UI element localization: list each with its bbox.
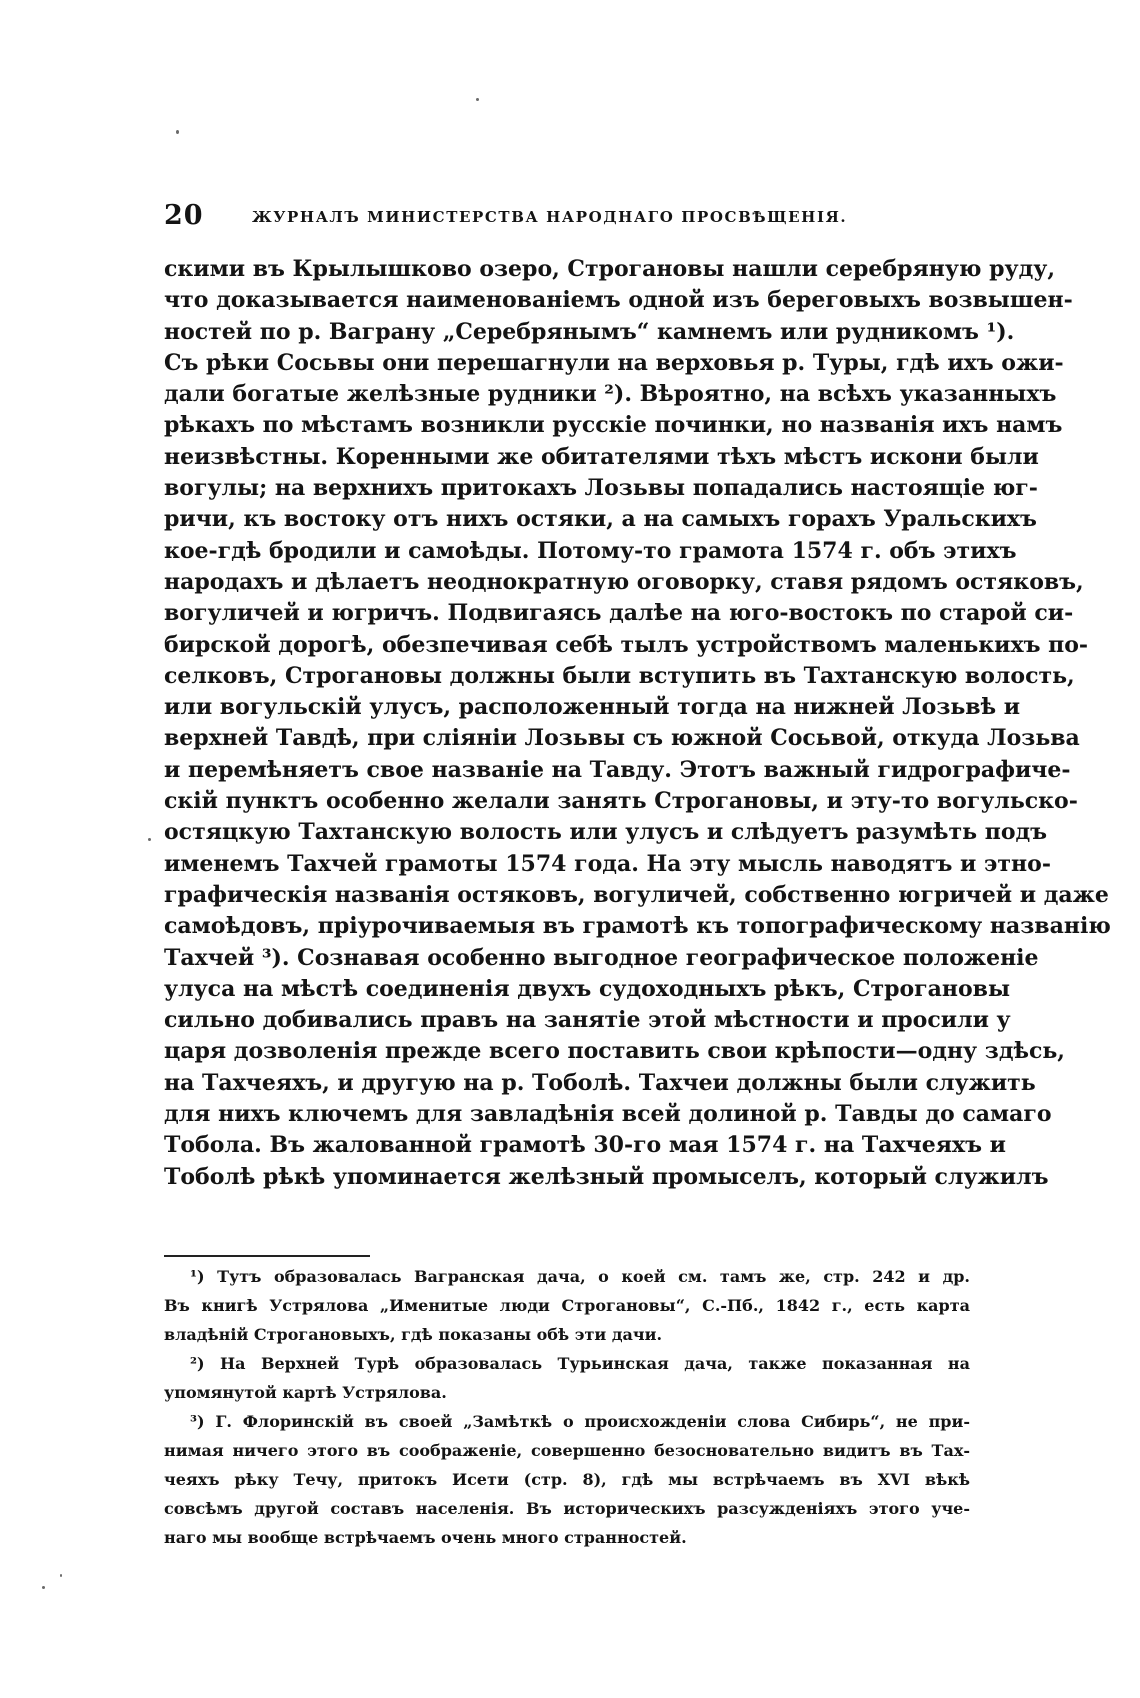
footnote-3-line: наго мы вообще встрѣчаемъ очень много странностей. — [164, 1528, 687, 1547]
footnote-3-line: совсѣмъ другой составъ населенія. Въ историческихъ разсужденіяхъ этого уче- — [164, 1499, 970, 1518]
text-line: вогулы; на верхнихъ притокахъ Лозьвы попадались настоящіе юг- — [164, 475, 1038, 502]
running-head: ЖУРНАЛЪ МИНИСТЕРСТВА НАРОДНАГО ПРОСВѢЩЕНІЯ. — [252, 208, 848, 226]
text-line: на Тахчеяхъ, и другую на р. Тоболѣ. Тахчеи должны были служить — [164, 1069, 1036, 1096]
text-line: народахъ и дѣлаетъ неоднократную оговорку, ставя рядомъ остяковъ, — [164, 568, 1084, 595]
text-line: Тахчей ³). Сознавая особенно выгодное географическое положеніе — [164, 944, 1039, 971]
text-line: Съ рѣки Сосьвы они перешагнули на верховья р. Туры, гдѣ ихъ ожи- — [164, 349, 1064, 376]
page-number: 20 — [164, 200, 204, 231]
text-line: или вогульскій улусъ, расположенный тогда на нижней Лозьвѣ и — [164, 694, 1021, 721]
text-line: и перемѣняетъ свое названіе на Тавду. Этотъ важный гидрографиче- — [164, 756, 1071, 783]
text-line: улуса на мѣстѣ соединенія двухъ судоходныхъ рѣкъ, Строгановы — [164, 975, 1011, 1002]
text-line: бирской дорогѣ, обезпечивая себѣ тылъ устройствомъ маленькихъ по- — [164, 631, 1089, 658]
text-line: скій пунктъ особенно желали занять Строгановы, и эту-то вогульско- — [164, 788, 1078, 815]
scan-speck — [60, 1574, 62, 1577]
footnote-2-line: упомянутой картѣ Устрялова. — [164, 1383, 447, 1402]
footnote-3-line: ³) Г. Флоринскій въ своей „Замѣткѣ о происхожденіи слова Сибирь“, не при- — [190, 1412, 970, 1431]
text-line: царя дозволенія прежде всего поставить свои крѣпости—одну здѣсь, — [164, 1038, 1065, 1065]
footnote-2-line: ²) На Верхней Турѣ образовалась Турьинская дача, также показанная на — [190, 1354, 970, 1373]
text-line: вогуличей и югричъ. Подвигаясь далѣе на юго-востокъ по старой си- — [164, 600, 1074, 627]
text-line: верхней Тавдѣ, при сліяніи Лозьвы съ южной Сосьвой, откуда Лозьва — [164, 725, 1080, 752]
text-line: Тоболѣ рѣкѣ упоминается желѣзный промыселъ, который служилъ — [164, 1163, 1049, 1190]
text-line: рѣкахъ по мѣстамъ возникли русскіе починки, но названія ихъ намъ — [164, 412, 1063, 439]
text-line: что доказывается наименованіемъ одной изъ береговыхъ возвышен- — [164, 287, 1073, 314]
footnote-3-line: нимая ничего этого въ соображеніе, совершенно безосновательно видитъ въ Тах- — [164, 1441, 970, 1460]
text-line: именемъ Тахчей грамоты 1574 года. На эту мысль наводятъ и этно- — [164, 850, 1051, 877]
footnotes — [164, 1262, 970, 1552]
text-line: Тобола. Въ жалованной грамотѣ 30-го мая 1574 г. на Тахчеяхъ и — [164, 1132, 1006, 1159]
text-line: ричи, къ востоку отъ нихъ остяки, а на самыхъ горахъ Уральскихъ — [164, 506, 1037, 533]
page-header — [164, 200, 964, 240]
footnote-1-line: ¹) Тутъ образовалась Вагранская дача, о коей см. тамъ же, стр. 242 и др. — [190, 1267, 970, 1286]
scan-speck — [42, 1586, 45, 1589]
scan-speck — [176, 130, 179, 134]
text-line: скими въ Крылышково озеро, Строгановы нашли серебряную руду, — [164, 256, 1055, 282]
text-line: неизвѣстны. Коренными же обитателями тѣхъ мѣстъ искони были — [164, 443, 1039, 470]
footnote-divider — [164, 1255, 370, 1257]
text-line: сильно добивались правъ на занятіе этой мѣстности и просили у — [164, 1007, 1011, 1034]
footnote-3-line: чеяхъ рѣку Течу, притокъ Исети (стр. 8), гдѣ мы встрѣчаемъ въ XVI вѣкѣ — [164, 1470, 970, 1489]
footnote-1-line: владѣній Строгановыхъ, гдѣ показаны обѣ эти дачи. — [164, 1325, 663, 1344]
footnote-1-line: Въ книгѣ Устрялова „Именитые люди Строгановы“, С.-Пб., 1842 г., есть карта — [164, 1296, 970, 1315]
text-line: кое-гдѣ бродили и самоѣды. Потому-то грамота 1574 г. объ этихъ — [164, 537, 1017, 564]
text-line: для нихъ ключемъ для завладѣнія всей долиной р. Тавды до самаго — [164, 1101, 1052, 1128]
scan-speck — [148, 838, 151, 841]
text-line: ностей по р. Вагрaну „Серебрянымъ“ камнемъ или рудникомъ ¹). — [164, 318, 1015, 345]
text-line: самоѣдовъ, пріурочиваемыя въ грамотѣ къ топографическому названію — [164, 913, 1111, 940]
text-line: графическія названія остяковъ, вогуличей, собственно югричей и даже — [164, 881, 1109, 908]
text-line: селковъ, Строгановы должны были вступить въ Тахтанскую волость, — [164, 662, 1075, 689]
body-text — [164, 254, 1111, 1193]
scan-speck — [476, 98, 479, 101]
text-line: дали богатые желѣзные рудники ²). Вѣроятно, на всѣхъ указанныхъ — [164, 381, 1057, 408]
text-line: остяцкую Тахтанскую волость или улусъ и слѣдуетъ разумѣть подъ — [164, 819, 1048, 846]
